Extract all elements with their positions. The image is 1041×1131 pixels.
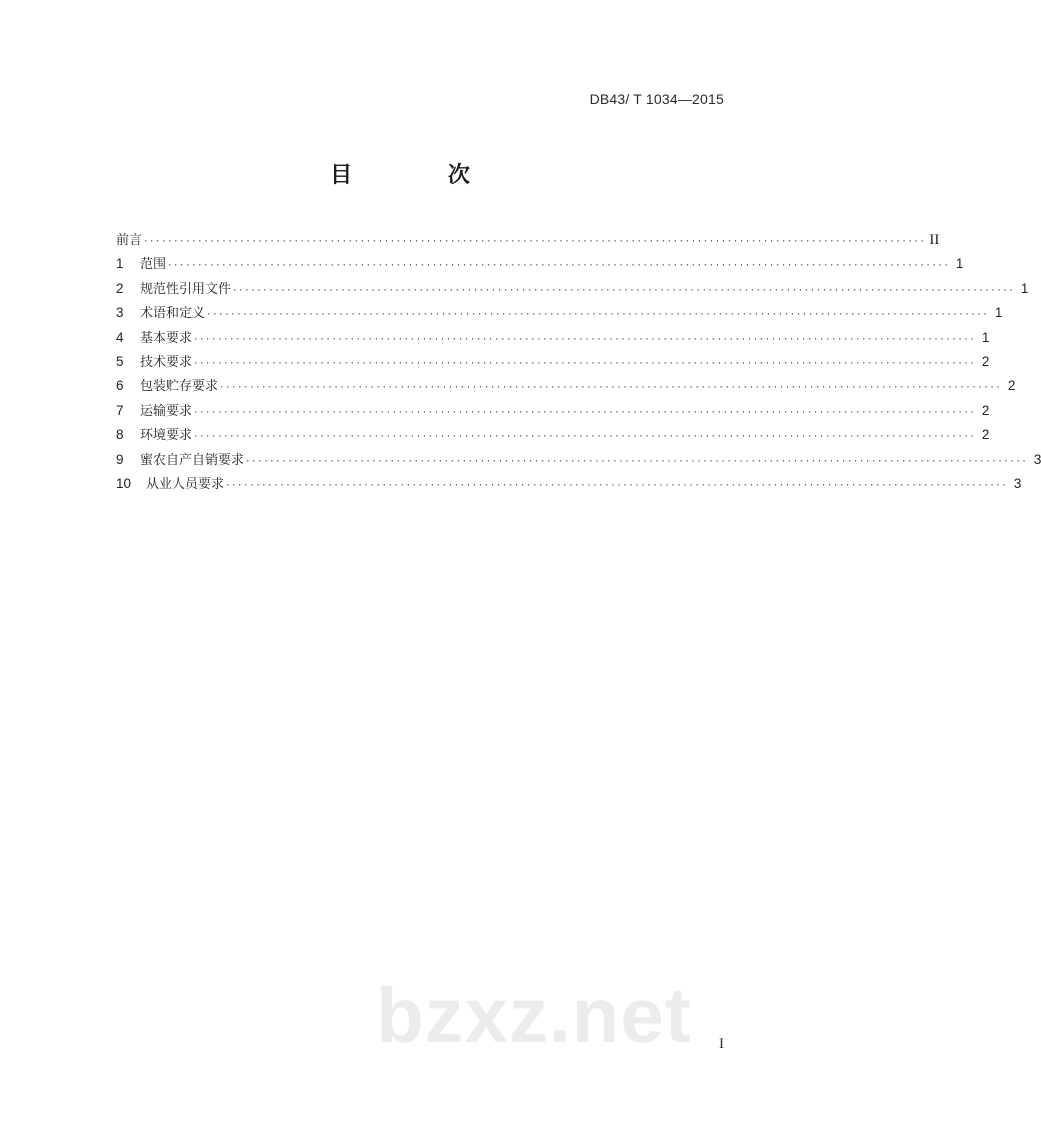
toc-entry-page: 1	[955, 256, 964, 272]
toc-entry-page: 2	[981, 353, 990, 369]
toc-entry-label: 环境要求	[140, 428, 193, 444]
toc-entry-label: 基本要求	[140, 330, 193, 346]
toc-entry-page: II	[929, 232, 940, 248]
toc-entry-number: 8	[116, 427, 124, 443]
toc-entry-label: 范围	[140, 257, 167, 273]
dot-leader: ··································································································································	[232, 285, 1015, 296]
toc-entry-page: 2	[981, 402, 990, 418]
dot-leader: ··································································································································	[193, 358, 976, 369]
toc-entry-label: 规范性引用文件	[140, 281, 232, 297]
dot-leader: ··································································································································	[193, 407, 976, 418]
toc-entry-1[interactable]	[116, 252, 964, 276]
toc-entry-number: 4	[116, 329, 124, 345]
toc-entry-page: 1	[994, 305, 1003, 321]
document-code: DB43/ T 1034—2015	[589, 91, 724, 107]
toc-entry-page: 2	[981, 427, 990, 443]
toc-entry-number: 5	[116, 353, 124, 369]
toc-entry-foreword[interactable]	[116, 228, 940, 252]
dot-leader: ··································································································································	[225, 480, 1008, 491]
dot-leader: ··································································································································	[193, 432, 976, 443]
toc-entry-8[interactable]	[116, 423, 990, 447]
toc-entry-label: 技术要求	[140, 354, 193, 370]
toc-entry-3[interactable]	[116, 301, 1003, 325]
toc-entry-number: 6	[116, 378, 124, 394]
toc-entry-9[interactable]	[116, 448, 1041, 472]
toc-entry-page: 1	[1020, 280, 1029, 296]
toc-entry-number: 3	[116, 305, 124, 321]
dot-leader: ··································································································································	[193, 334, 976, 345]
toc-entry-6[interactable]	[116, 374, 1016, 398]
toc-entry-5[interactable]	[116, 350, 990, 374]
toc-entry-number: 10	[116, 475, 132, 491]
toc-entry-label: 术语和定义	[140, 306, 206, 322]
toc-entry-number: 1	[116, 256, 124, 272]
toc-entry-page: 3	[1033, 451, 1041, 467]
toc-entry-10[interactable]	[116, 472, 1022, 496]
table-of-contents	[116, 228, 1041, 496]
toc-entry-page: 3	[1013, 475, 1022, 491]
toc-entry-number: 2	[116, 280, 124, 296]
toc-entry-number: 7	[116, 402, 124, 418]
dot-leader: ··································································································································	[245, 456, 1028, 467]
toc-entry-2[interactable]	[116, 277, 1029, 301]
dot-leader: ··································································································································	[206, 310, 989, 321]
dot-leader: ··································································································································	[167, 261, 950, 272]
toc-entry-number: 9	[116, 451, 124, 467]
toc-entry-label: 运输要求	[140, 403, 193, 419]
toc-entry-label: 前言	[116, 233, 143, 248]
toc-entry-7[interactable]	[116, 399, 990, 423]
toc-entry-page: 2	[1007, 378, 1016, 394]
dot-leader: ··································································································································	[143, 237, 926, 247]
toc-title: 目 次	[330, 163, 514, 188]
toc-entry-label: 蜜农自产自销要求	[140, 452, 245, 468]
toc-entry-page: 1	[981, 329, 990, 345]
toc-entry-4[interactable]	[116, 326, 990, 350]
toc-entry-label: 从业人员要求	[146, 476, 225, 492]
toc-entry-label: 包装贮存要求	[140, 379, 219, 395]
watermark: bzxz.net	[376, 971, 692, 1059]
page-number: I	[719, 1036, 724, 1052]
dot-leader: ··································································································································	[219, 383, 1002, 394]
